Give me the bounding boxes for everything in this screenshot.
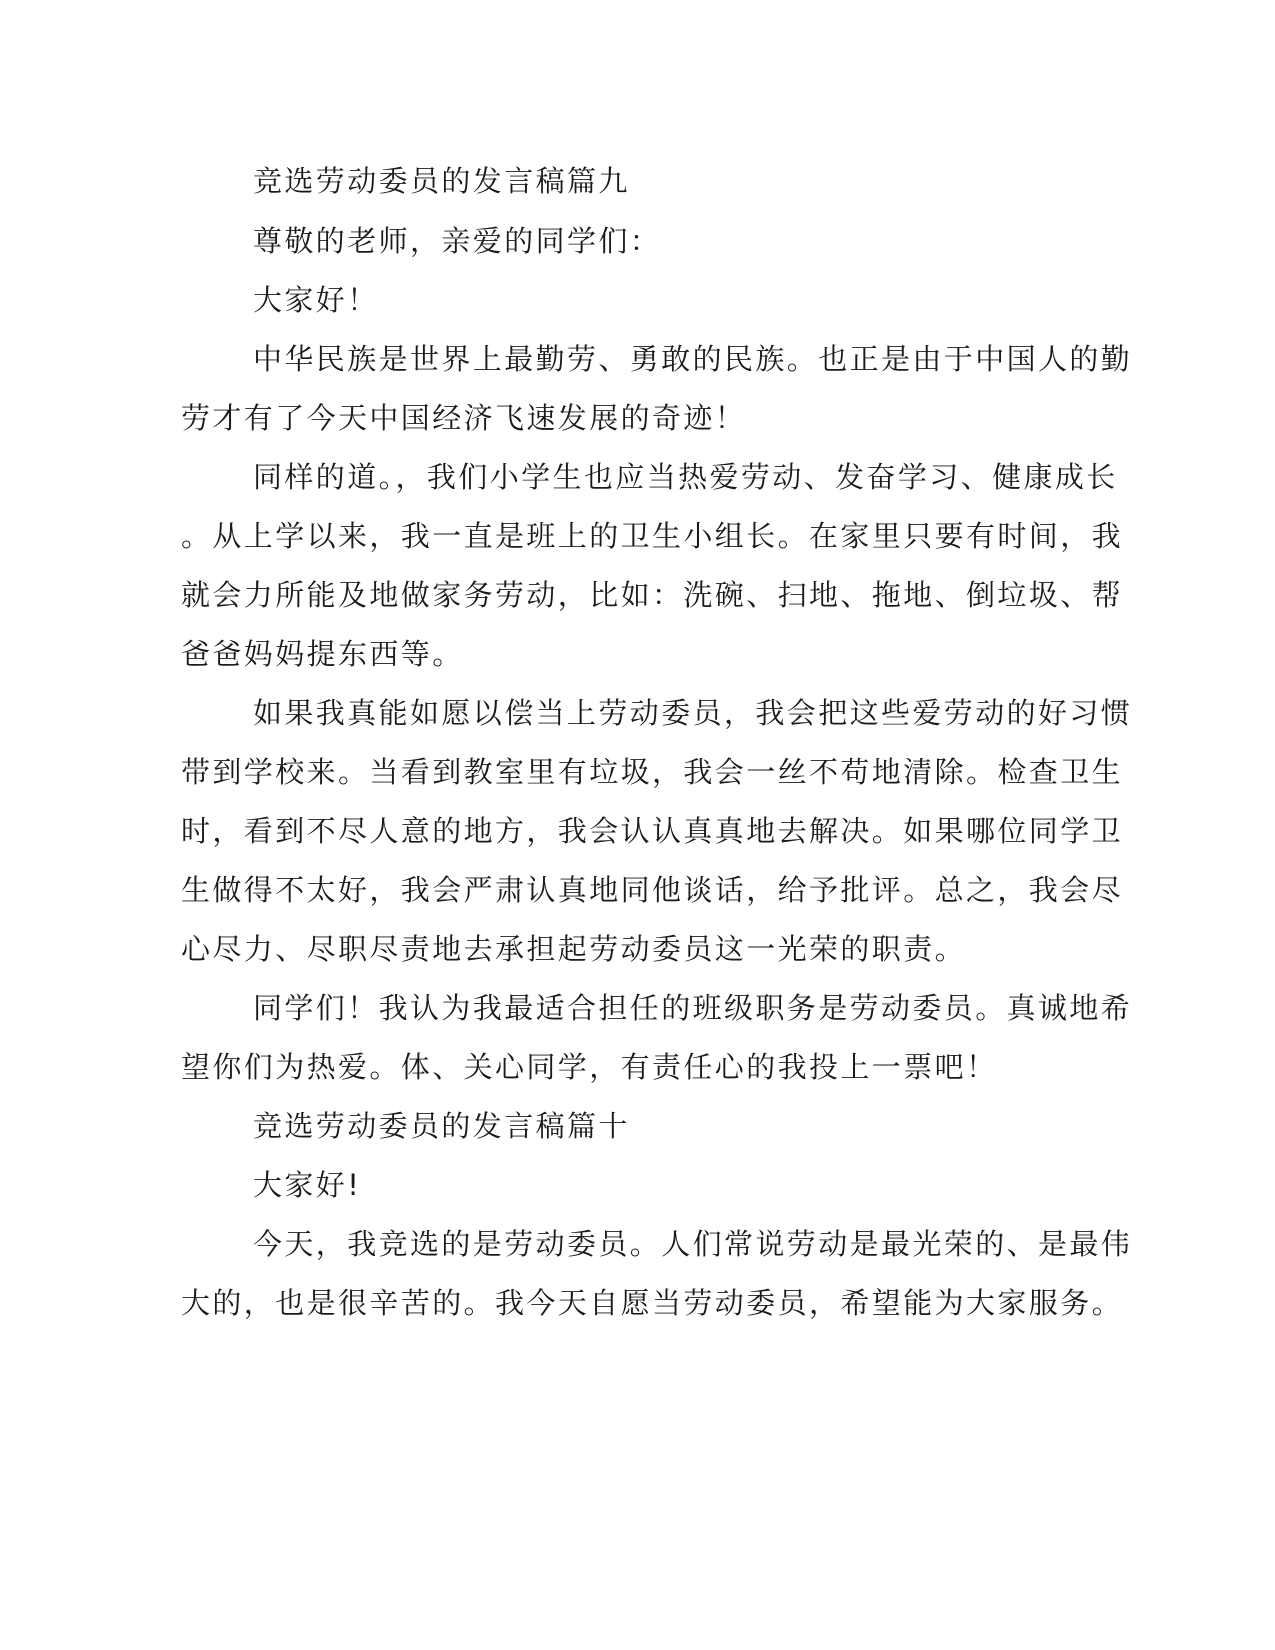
paragraph-line: 就会力所能及地做家务劳动，比如：洗碗、扫地、拖地、倒垃圾、帮 — [181, 578, 1124, 612]
greeting: 大家好！ — [253, 283, 379, 317]
paragraph-line: 如果我真能如愿以偿当上劳动委员，我会把这些爱劳动的好习惯 — [253, 696, 1133, 730]
paragraph-line: 爸爸妈妈提东西等。 — [181, 637, 464, 671]
paragraph-line: 大的，也是很辛苦的。我今天自愿当劳动委员，希望能为大家服务。 — [181, 1286, 1124, 1320]
paragraph-line: 同学们！我认为我最适合担任的班级职务是劳动委员。真诚地希 — [253, 991, 1133, 1025]
paragraph-line: 心尽力、尽职尽责地去承担起劳动委员这一光荣的职责。 — [181, 932, 967, 966]
paragraph-line: 。从上学以来，我一直是班上的卫生小组长。在家里只要有时间，我 — [181, 519, 1124, 553]
paragraph-line: 生做得不太好，我会严肃认真地同他谈话，给予批评。总之，我会尽 — [181, 873, 1124, 907]
paragraph-line: 时，看到不尽人意的地方，我会认认真真地去解决。如果哪位同学卫 — [181, 814, 1124, 848]
paragraph-line: 望你们为热爱。体、关心同学，有责任心的我投上一票吧！ — [181, 1050, 998, 1084]
salutation: 尊敬的老师，亲爱的同学们： — [253, 224, 662, 258]
greeting: 大家好! — [253, 1168, 362, 1202]
section-heading: 竞选劳动委员的发言稿篇九 — [253, 164, 630, 198]
paragraph-line: 中华民族是世界上最勤劳、勇敢的民族。也正是由于中国人的勤 — [253, 342, 1133, 376]
section-heading: 竞选劳动委员的发言稿篇十 — [253, 1109, 630, 1143]
paragraph-line: 劳才有了今天中国经济飞速发展的奇迹！ — [181, 401, 747, 435]
paragraph-line: 同样的道。，我们小学生也应当热爱劳动、发奋学习、健康成长 — [253, 460, 1118, 494]
paragraph-line: 今天，我竞选的是劳动委员。人们常说劳动是最光荣的、是最伟 — [253, 1227, 1133, 1261]
paragraph-line: 带到学校来。当看到教室里有垃圾，我会一丝不苟地清除。检查卫生 — [181, 755, 1124, 789]
